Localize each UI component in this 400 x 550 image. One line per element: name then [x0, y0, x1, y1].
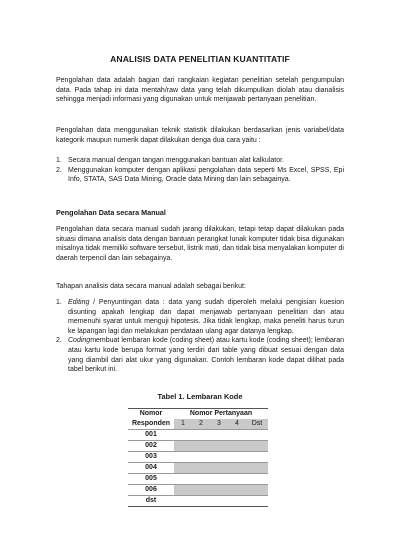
list-item: 1. Secara manual dengan tangan menggunakan bantuan alat kalkulator. [56, 157, 284, 164]
list-item: 1. Editing / Penyuntingan data : data yang sudah diperoleh melalui pengisian kuesion disunting apakah lengkap dan dapat menjawab pertanyaan penelitian dan atau memenuhi syarat untuk menguji hipotesis. Jika tidak lengkap, maka peneliti harus turun ke lapangan lagi dan melakukan pendataan ulang agar datanya lengkap. [56, 299, 344, 335]
method-list [56, 156, 344, 185]
table-column-header: 2 [192, 419, 210, 430]
table-row: dst [128, 496, 268, 507]
paragraph-intro: Pengolahan data adalah bagian dari rangkaian kegiatan penelitian setelah pengumpulan data. Pada tahap ini data mentah/raw data yang telah dikumpulkan diolah atau dianalisis sehingga menjadi informasi yang digunakan untuk menjawab pertanyaan penelitian. [56, 77, 344, 104]
table-column-header: 3 [210, 419, 228, 430]
table-row: 002 [128, 441, 268, 452]
term: Editing [68, 299, 90, 306]
table-row: 003 [128, 452, 268, 463]
paragraph-techniques: Pengolahan data menggunakan teknik statistik dilakukan berdasarkan jenis variabel/data kategorik maupun numerik dapat dilakukan denga dua cara yaitu : [56, 127, 344, 144]
term: Coding [68, 337, 91, 345]
table-row: 004 [128, 463, 268, 474]
stages-list [56, 298, 344, 375]
table-column-header: 1 [174, 419, 192, 430]
table-caption: Tabel 1. Lembaran Kode [157, 392, 243, 401]
table-header-responden: Responden [128, 419, 174, 430]
table-row: 006 [128, 485, 268, 496]
table-header-group: Nomor Pertanyaan [174, 409, 268, 420]
table-column-header: 4 [228, 419, 246, 430]
document-title: ANALISIS DATA PENELITIAN KUANTITATIF [110, 54, 290, 64]
section-heading: Pengolahan Data secara Manual [56, 208, 166, 217]
paragraph-manual: Pengolahan data secara manual sudah jarang dilakukan, tetapi tetap dapat dilakukan pada situasi dimana analisis data dengan bantuan perangkat lunak komputer tidak bisa digunakan misalnya tidak memiliki software tersebut, listrik mati, dan tidak bisa menyalakan komputer di daerah terpencil dan lain sebagainya. [56, 226, 344, 262]
paragraph-stages: Tahapan analisis data secara manual adalah sebagai berikut: [56, 283, 246, 290]
table-row: 005 [128, 474, 268, 485]
list-item: 2. Menggunakan komputer dengan aplikasi pengolahan data seperti Ms Excel, SPSS, Epi Info, STATA, SAS Data Mining, Oracle data Mining dan lain sebagainya. [56, 166, 344, 184]
coding-sheet-table [128, 408, 268, 507]
table-column-header: Dst [246, 419, 268, 430]
table-row: 001 [128, 430, 268, 441]
list-item: 2. Codingmembuat lembaran kode (coding sheet) atau kartu kode (coding sheet); lembaran atau kartu kode berupa format yang terdiri dari table yang dibuat sesuai dengan data yang diambil dari alat ukur yang digunakan. Contoh lembaran kode dapat dilihat pada tabel berikut ini. [56, 337, 344, 374]
table-header-nomor: Nomor [128, 409, 174, 420]
